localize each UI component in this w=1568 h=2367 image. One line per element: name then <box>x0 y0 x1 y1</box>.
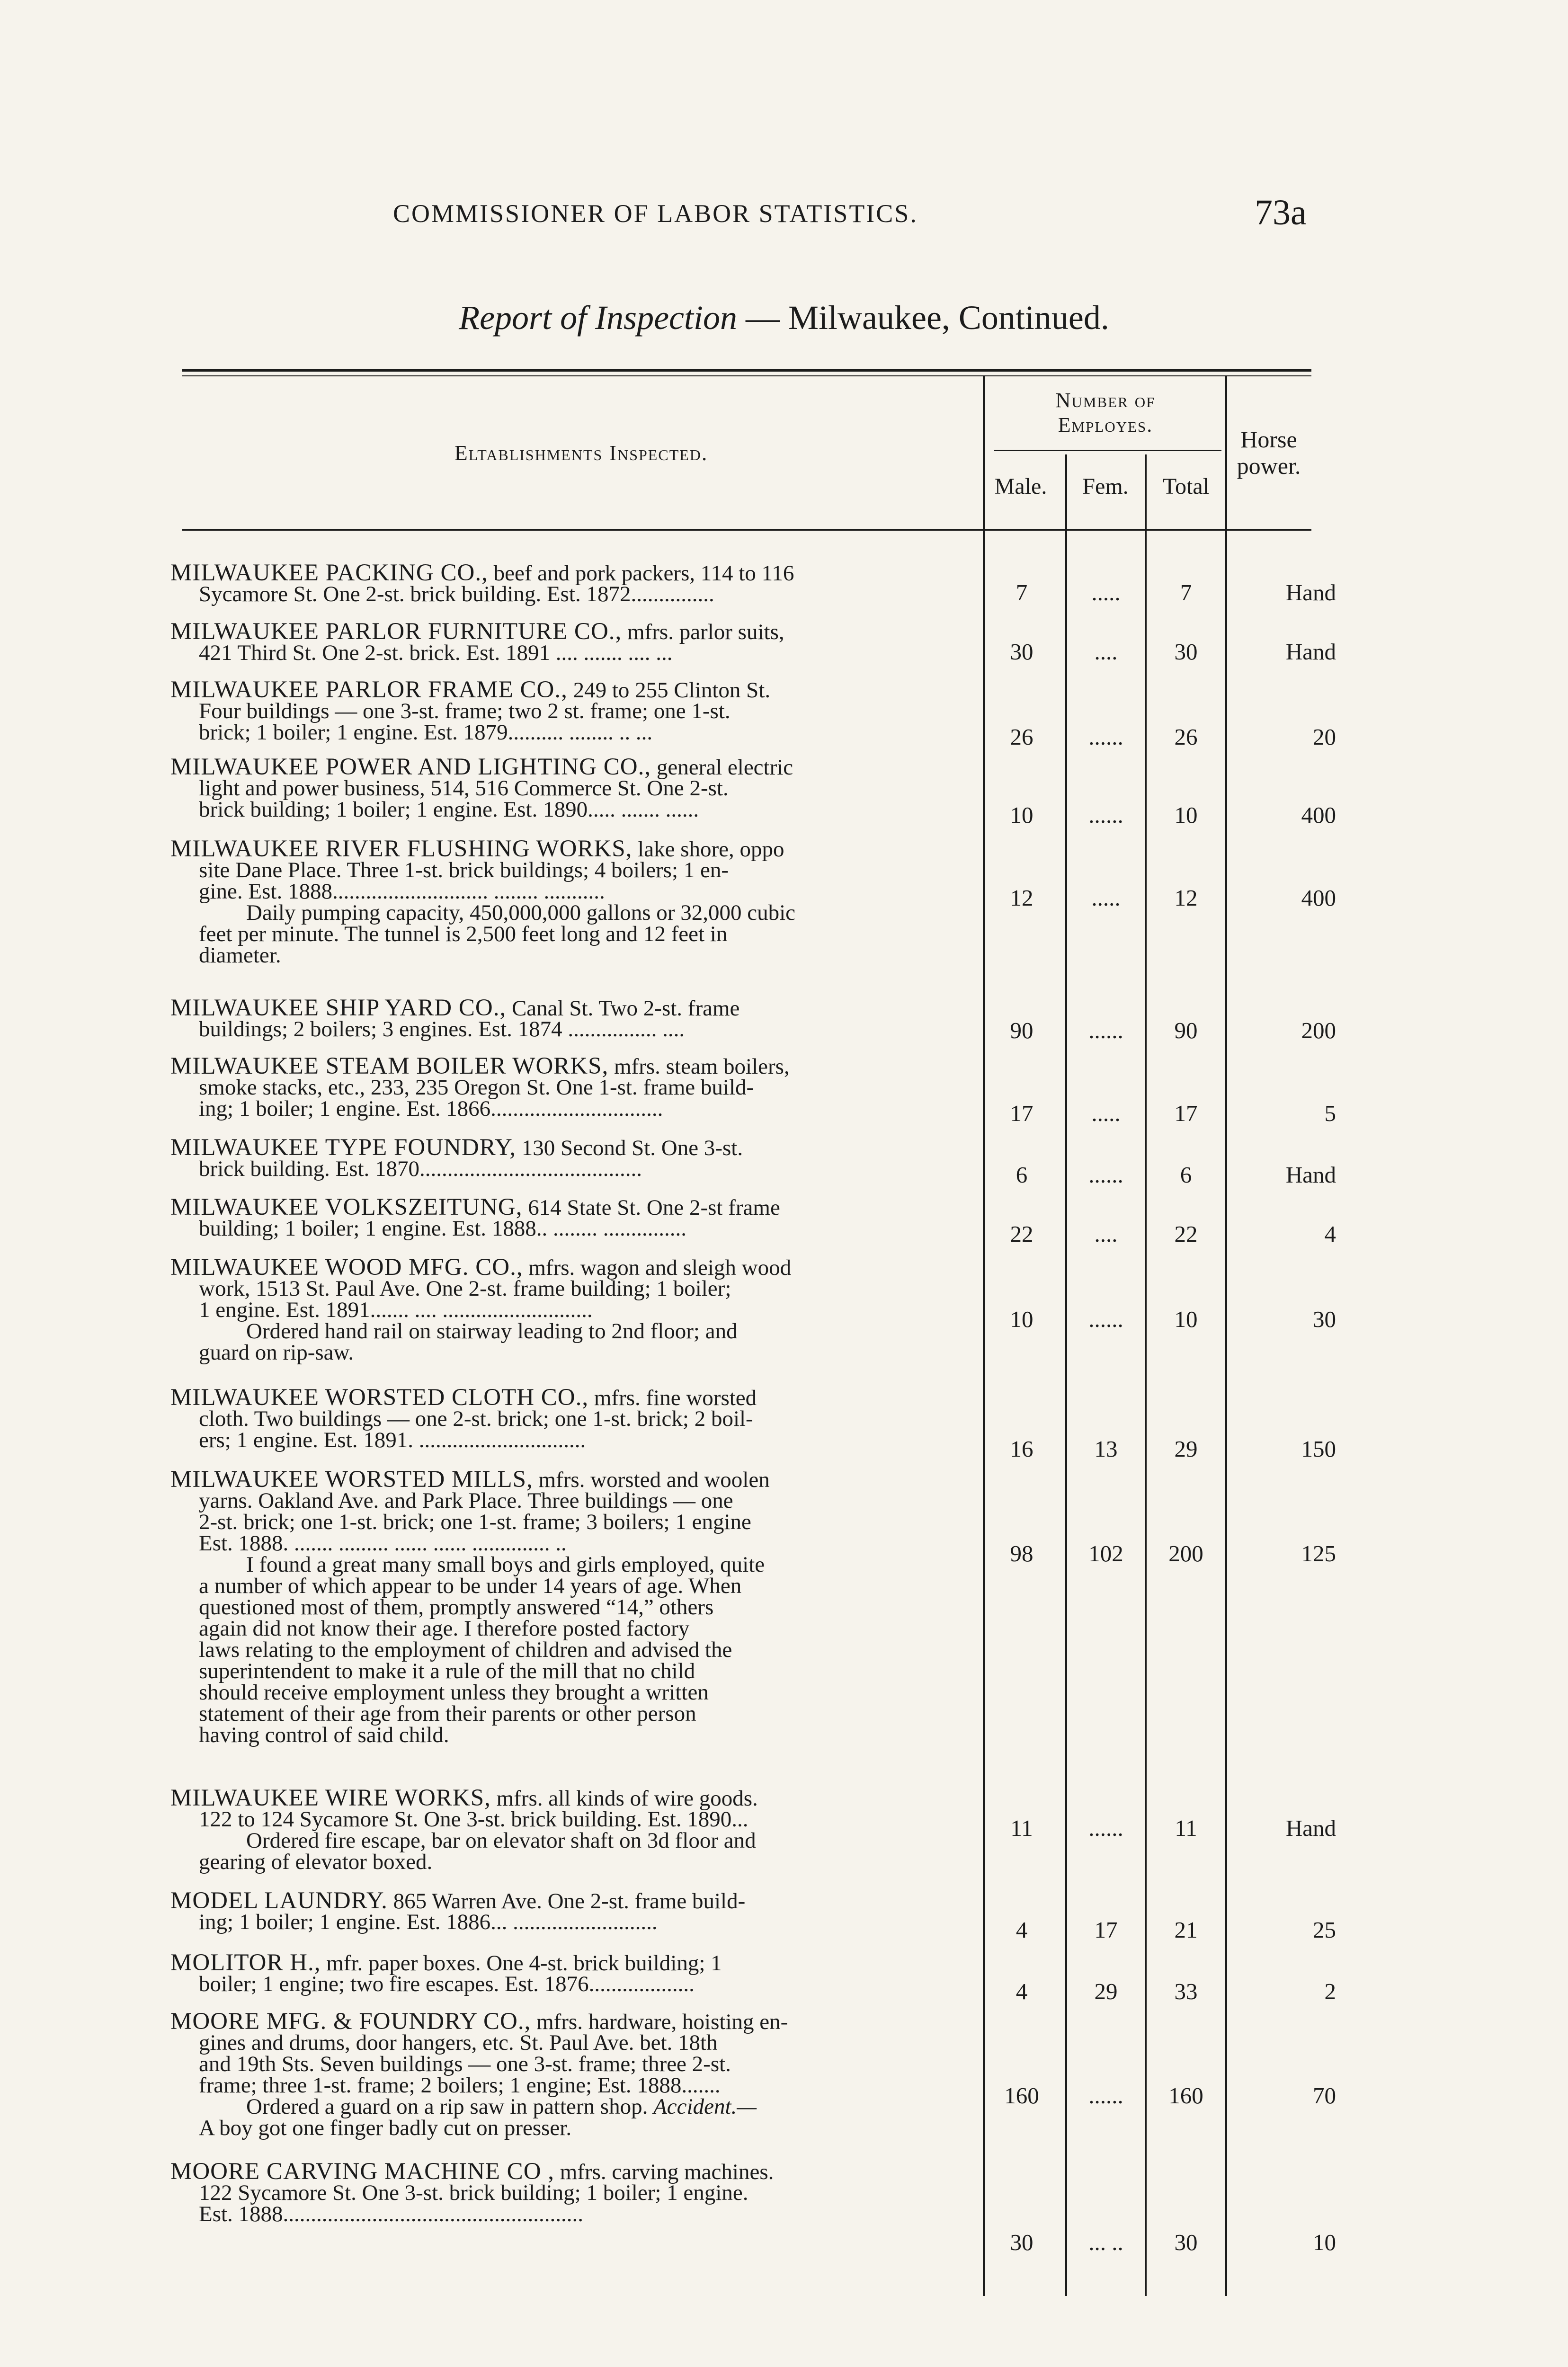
female-count: ..... <box>1091 885 1121 911</box>
entry-line: Est. 1888. ....... ......... ...... ...... .............. .. <box>199 1531 567 1556</box>
establishment-name: MILWAUKEE PARLOR FURNITURE CO., <box>170 618 622 645</box>
entry-line: brick building; 1 boiler; 1 engine. Est. 1890..... ....... ...... <box>199 797 699 822</box>
header-horse-power <box>1226 426 1311 479</box>
entry-first-line <box>170 838 978 860</box>
female-count: ...... <box>1088 2082 1123 2109</box>
establishment-entry <box>170 618 978 685</box>
entry-line: gines and drums, door hangers, etc. St. Paul Ave. bet. 18th <box>199 2030 718 2055</box>
header-establishments: Eltablishments Inspected. <box>454 441 708 465</box>
entry-line: building; 1 boiler; 1 engine. Est. 1888.. ........ ............... <box>199 1216 687 1241</box>
horse-power: 125 <box>1301 1540 1336 1566</box>
inspector-note: Ordered fire escape, bar on elevator shaft on 3d floor and <box>246 1828 756 1853</box>
entry-first-line <box>170 1785 978 1811</box>
horse-power: Hand <box>1285 1162 1336 1188</box>
horse-power: Hand <box>1285 579 1336 605</box>
inspector-note: feet per minute. The tunnel is 2,500 feet long and 12 feet in <box>199 922 728 946</box>
inspector-note: questioned most of them, promptly answered “14,” others <box>199 1595 714 1620</box>
total-count: 29 <box>1174 1436 1198 1462</box>
subtitle-rest: — Milwaukee, Continued. <box>737 299 1109 337</box>
establishment-entry <box>170 1466 978 1747</box>
total-count: 17 <box>1174 1100 1198 1126</box>
establishment-entry <box>170 1384 978 1452</box>
establishment-name: MILWAUKEE VOLKSZEITUNG, <box>170 1194 523 1220</box>
male-count: 4 <box>1016 1978 1028 2004</box>
entry-first-line <box>170 1949 978 1976</box>
total-count: 26 <box>1174 724 1198 750</box>
entry-line: ers; 1 engine. Est. 1891. .............................. <box>199 1428 586 1452</box>
female-count: 102 <box>1088 1540 1123 1566</box>
male-count: 4 <box>1016 1917 1028 1943</box>
entry-line: 122 to 124 Sycamore St. One 3-st. brick building. Est. 1890... <box>199 1807 748 1832</box>
entry-first-line <box>170 1887 978 1914</box>
entry-description: mfrs. hardware, hoisting en- <box>531 2010 788 2034</box>
total-count: 7 <box>1180 579 1192 605</box>
inspector-note: superintendent to make it a rule of the mill that no child <box>199 1659 695 1683</box>
top-rule-thin <box>182 375 1311 376</box>
header-total: Total <box>1163 474 1209 499</box>
female-count: 29 <box>1094 1978 1118 2004</box>
entry-line: boiler; 1 engine; two fire escapes. Est. 1876................... <box>199 1972 695 1996</box>
header-male: Male. <box>994 474 1047 499</box>
inspector-note: diameter. <box>199 943 281 968</box>
entry-line: Est. 1888...................................................... <box>199 2202 584 2226</box>
male-count: 11 <box>1010 1815 1033 1841</box>
female-count: ...... <box>1088 1815 1123 1841</box>
entry-first-line <box>170 618 978 645</box>
entry-description: 249 to 255 Clinton St. <box>567 678 771 703</box>
entry-description: general electric <box>651 755 793 780</box>
establishment-entry <box>170 562 978 626</box>
entry-first-line <box>170 997 978 1019</box>
entry-description: mfr. paper boxes. One 4-st. brick building; 1 <box>321 1951 722 1975</box>
horse-power: 10 <box>1313 2229 1336 2255</box>
establishment-entry <box>170 2158 978 2226</box>
horse-power: Hand <box>1285 639 1336 665</box>
horse-power: 200 <box>1301 1017 1336 1043</box>
header-number-of-employes <box>985 388 1226 437</box>
total-count: 21 <box>1174 1917 1198 1943</box>
female-count: 17 <box>1094 1917 1118 1943</box>
female-count: ...... <box>1088 802 1123 828</box>
entry-description: mfrs. parlor suits, <box>622 620 784 644</box>
entry-line: ing; 1 boiler; 1 engine. Est. 1866............................... <box>199 1096 663 1121</box>
horse-power: 30 <box>1313 1306 1336 1332</box>
inspector-note: gearing of elevator boxed. <box>199 1850 433 1874</box>
divider-male <box>983 376 985 2296</box>
entry-first-line <box>170 1053 978 1079</box>
inspector-note: Ordered hand rail on stairway leading to 2nd floor; and <box>246 1319 738 1344</box>
entry-line: buildings; 2 boilers; 3 engines. Est. 1874 ................ .... <box>199 1017 685 1041</box>
establishment-entry <box>170 997 978 1040</box>
male-count: 7 <box>1016 579 1028 605</box>
entry-description: 865 Warren Ave. One 2-st. frame build- <box>387 1889 746 1913</box>
female-count: .... <box>1094 639 1118 665</box>
entry-description: mfrs. worsted and woolen <box>533 1468 770 1492</box>
entry-line: site Dane Place. Three 1-st. brick buildings; 4 boilers; 1 en- <box>199 858 729 882</box>
total-count: 10 <box>1174 802 1198 828</box>
horse-power: 400 <box>1301 802 1336 828</box>
inspector-note: Ordered a guard on a rip saw in pattern shop. Accident.— <box>246 2094 757 2119</box>
entry-line: ing; 1 boiler; 1 engine. Est. 1886... .......................... <box>199 1910 658 1934</box>
entry-first-line <box>170 676 978 703</box>
female-count: ...... <box>1088 724 1123 750</box>
entry-description: mfrs. steam boilers, <box>608 1054 790 1079</box>
entry-description: mfrs. carving machines. <box>554 2160 774 2184</box>
horse-power: 4 <box>1324 1221 1336 1247</box>
running-head <box>0 193 1568 241</box>
total-count: 90 <box>1174 1017 1198 1043</box>
entry-description: lake shore, oppo <box>632 837 784 862</box>
inspector-note: again did not know their age. I therefore posted factory <box>199 1616 690 1641</box>
total-count: 33 <box>1174 1978 1198 2004</box>
inspector-note: Daily pumping capacity, 450,000,000 gallons or 32,000 cubic <box>246 900 795 925</box>
horse-power: 150 <box>1301 1436 1336 1462</box>
establishment-entry <box>170 1785 978 1874</box>
male-count: 160 <box>1004 2082 1039 2109</box>
male-count: 90 <box>1010 1017 1033 1043</box>
horse-power: 2 <box>1324 1978 1336 2004</box>
establishment-name: MOORE MFG. & FOUNDRY CO., <box>170 2008 531 2035</box>
total-count: 6 <box>1180 1162 1192 1188</box>
female-count: ..... <box>1091 1100 1121 1126</box>
header-power: power. <box>1237 453 1301 479</box>
entry-description: beef and pork packers, 114 to 116 <box>488 561 794 586</box>
entry-first-line <box>170 2008 978 2035</box>
entry-description: Canal St. Two 2-st. frame <box>506 996 740 1021</box>
establishment-name: MOLITOR H., <box>170 1949 321 1976</box>
total-count: 11 <box>1175 1815 1197 1841</box>
number-of-underline <box>994 450 1221 451</box>
entry-description: mfrs. wagon and sleigh wood <box>523 1255 792 1280</box>
establishment-entry <box>170 838 978 966</box>
female-count: .... <box>1094 1221 1118 1247</box>
divider-horse <box>1225 376 1227 2296</box>
header-horse: Horse <box>1240 426 1297 453</box>
establishment-name: MILWAUKEE WORSTED MILLS, <box>170 1466 533 1493</box>
male-count: 22 <box>1010 1221 1033 1247</box>
male-count: 98 <box>1010 1540 1033 1566</box>
establishment-entry <box>170 1053 978 1121</box>
establishment-name: MILWAUKEE RIVER FLUSHING WORKS, <box>170 836 633 862</box>
establishment-name: MILWAUKEE STEAM BOILER WORKS, <box>170 1053 609 1079</box>
establishment-name: MILWAUKEE WOOD MFG. CO., <box>170 1254 523 1281</box>
establishment-name: MILWAUKEE PARLOR FRAME CO., <box>170 676 568 703</box>
header-number-of: Number of <box>1055 389 1156 412</box>
entry-first-line <box>170 562 978 584</box>
male-count: 12 <box>1010 885 1033 911</box>
page-subtitle <box>0 298 1568 338</box>
female-count: ...... <box>1088 1162 1123 1188</box>
male-count: 16 <box>1010 1436 1033 1462</box>
entry-line: frame; three 1-st. frame; 2 boilers; 1 engine; Est. 1888....... <box>199 2073 721 2098</box>
entry-line: gine. Est. 1888............................ ........ ........... <box>199 879 605 904</box>
establishment-name: MILWAUKEE TYPE FOUNDRY, <box>170 1134 516 1161</box>
entry-line: smoke stacks, etc., 233, 235 Oregon St. One 1-st. frame build- <box>199 1075 754 1100</box>
entry-line: 421 Third St. One 2-st. brick. Est. 1891 .... ....... .... ... <box>199 641 673 665</box>
inspector-note: statement of their age from their parents or other person <box>199 1701 696 1726</box>
establishment-entry <box>170 1134 978 1181</box>
entry-first-line <box>170 1384 978 1411</box>
entry-line: 1 engine. Est. 1891....... .... ........................... <box>199 1298 593 1322</box>
entry-line: brick; 1 boiler; 1 engine. Est. 1879.......... ........ .. ... <box>199 720 653 745</box>
female-count: ... .. <box>1088 2229 1123 2255</box>
establishment-name: MILWAUKEE SHIP YARD CO., <box>170 995 507 1021</box>
accident-label: Accident.— <box>653 2094 757 2119</box>
total-count: 30 <box>1174 2229 1198 2255</box>
subtitle-italic: Report of Inspection <box>459 299 737 337</box>
establishment-entry <box>170 1949 978 1996</box>
male-count: 10 <box>1010 802 1033 828</box>
entry-first-line <box>170 756 978 778</box>
horse-power: 25 <box>1313 1917 1336 1943</box>
entry-first-line <box>170 1466 978 1493</box>
header-bottom-rule <box>182 529 1311 531</box>
header-employes: Employes. <box>1058 413 1153 436</box>
entry-line: light and power business, 514, 516 Commerce St. One 2-st. <box>199 776 729 801</box>
inspector-note: guard on rip-saw. <box>199 1340 354 1365</box>
entry-line: yarns. Oakland Ave. and Park Place. Three buildings — one <box>199 1488 733 1513</box>
entry-description: mfrs. all kinds of wire goods. <box>490 1786 758 1811</box>
entry-first-line <box>170 1194 978 1220</box>
male-count: 10 <box>1010 1306 1033 1332</box>
entry-first-line <box>170 2158 978 2185</box>
male-count: 17 <box>1010 1100 1033 1126</box>
establishment-entry <box>170 2008 978 2140</box>
running-title: COMMISSIONER OF LABOR STATISTICS. <box>393 199 918 228</box>
inspector-note: a number of which appear to be under 14 years of age. When <box>199 1574 742 1598</box>
entry-description: 614 State St. One 2-st frame <box>522 1195 780 1220</box>
establishment-name: MILWAUKEE PACKING CO., <box>170 560 488 586</box>
inspector-note: laws relating to the employment of children and advised the <box>199 1637 732 1662</box>
entry-line: Sycamore St. One 2-st. brick building. Est. 1872............... <box>199 582 714 606</box>
establishment-name: MILWAUKEE POWER AND LIGHTING CO., <box>170 754 651 780</box>
establishment-name: MILWAUKEE WORSTED CLOTH CO., <box>170 1384 589 1411</box>
female-count: 13 <box>1094 1436 1118 1462</box>
entry-description: mfrs. fine worsted <box>588 1386 757 1410</box>
male-count: 6 <box>1016 1162 1028 1188</box>
entry-line: Four buildings — one 3-st. frame; two 2 st. frame; one 1-st. <box>199 699 731 723</box>
entry-line: 122 Sycamore St. One 3-st. brick building; 1 boiler; 1 engine. <box>199 2180 748 2205</box>
establishment-entry <box>170 1254 978 1365</box>
female-count: ...... <box>1088 1017 1123 1043</box>
horse-power: 5 <box>1324 1100 1336 1126</box>
horse-power: 400 <box>1301 885 1336 911</box>
establishment-entry <box>170 1194 978 1241</box>
establishment-entry <box>170 756 978 820</box>
entry-line: 2-st. brick; one 1-st. brick; one 1-st. frame; 3 boilers; 1 engine <box>199 1510 751 1534</box>
horse-power: 20 <box>1313 724 1336 750</box>
female-count: ...... <box>1088 1306 1123 1332</box>
male-count: 26 <box>1010 724 1033 750</box>
total-count: 10 <box>1174 1306 1198 1332</box>
male-count: 30 <box>1010 2229 1033 2255</box>
total-count: 30 <box>1174 639 1198 665</box>
inspector-note: having control of said child. <box>199 1723 449 1747</box>
inspector-note: I found a great many small boys and girls employed, quite <box>246 1552 765 1577</box>
establishment-entry <box>170 676 978 745</box>
page-number: 73a <box>1255 193 1307 232</box>
establishment-name: MILWAUKEE WIRE WORKS, <box>170 1785 491 1811</box>
establishment-name: MODEL LAUNDRY. <box>170 1887 388 1914</box>
total-count: 12 <box>1174 885 1198 911</box>
entry-line: and 19th Sts. Seven buildings — one 3-st. frame; three 2-st. <box>199 2052 731 2076</box>
entry-line: work, 1513 St. Paul Ave. One 2-st. frame building; 1 boiler; <box>199 1276 731 1301</box>
entry-line: brick building. Est. 1870........................................ <box>199 1157 642 1181</box>
inspector-note: should receive employment unless they brought a written <box>199 1680 709 1705</box>
female-count: ..... <box>1091 579 1121 605</box>
header-female: Fem. <box>1082 474 1129 499</box>
total-count: 200 <box>1168 1540 1203 1566</box>
entry-first-line <box>170 1254 978 1281</box>
total-count: 22 <box>1174 1221 1198 1247</box>
establishment-entry <box>170 1887 978 1934</box>
total-count: 160 <box>1168 2082 1203 2109</box>
entry-first-line <box>170 1134 978 1161</box>
top-rule-thick <box>182 369 1311 372</box>
horse-power: Hand <box>1285 1815 1336 1841</box>
male-count: 30 <box>1010 639 1033 665</box>
inspector-note: A boy got one finger badly cut on presser. <box>199 2116 572 2140</box>
establishment-name: MOORE CARVING MACHINE CO , <box>170 2158 555 2185</box>
entry-description: 130 Second St. One 3-st. <box>516 1136 743 1160</box>
horse-power: 70 <box>1313 2082 1336 2109</box>
entry-line: cloth. Two buildings — one 2-st. brick; one 1-st. brick; 2 boil- <box>199 1406 753 1431</box>
